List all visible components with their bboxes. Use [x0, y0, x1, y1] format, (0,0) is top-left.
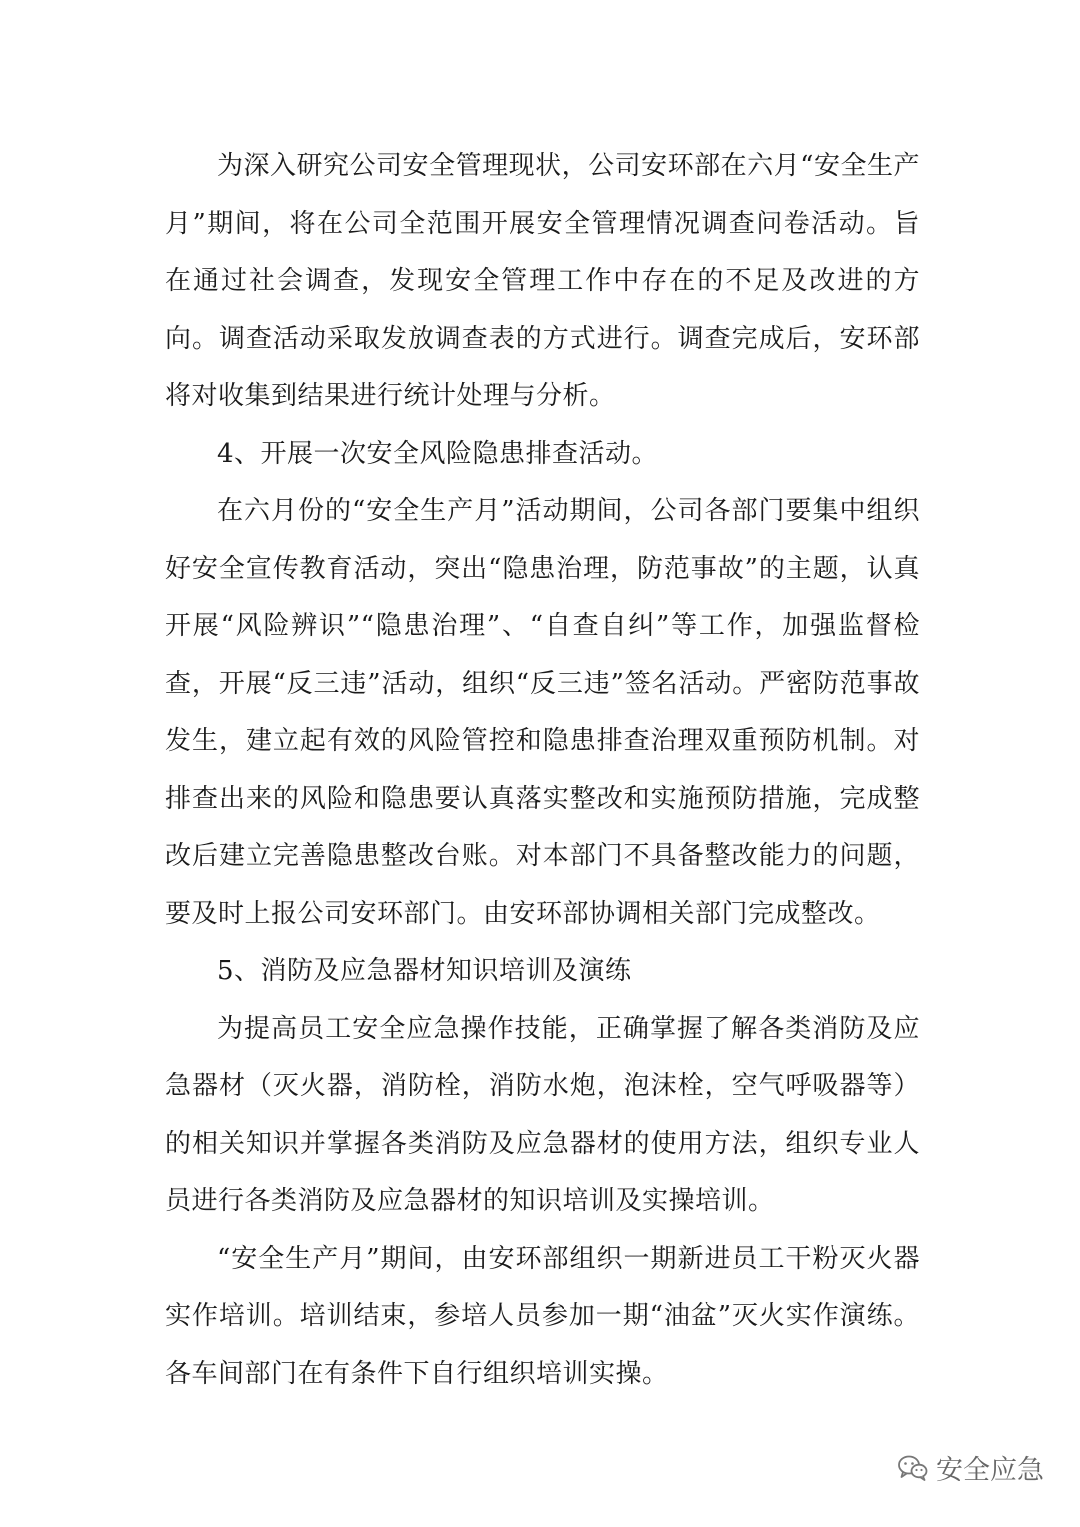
watermark-text: 安全应急 — [936, 1455, 1044, 1486]
paragraph-extinguisher-drill: “安全生产月”期间，由安环部组织一期新进员工干粉灭火器实作培训。培训结束，参培人员参加一期“油盆”灭火实作演练。各车间部门在有条件下自行组织培训实操。 — [165, 1243, 920, 1389]
paragraph-fire-equipment-training: 为提高员工安全应急操作技能，正确掌握了解各类消防及应急器材（灭火器，消防栓，消防水炮，泡沫栓，空气呼吸器等）的相关知识并掌握各类消防及应急器材的使用方法，组织专业人员进行各类消防及应急器材的知识培训及实操培训。 — [165, 1013, 920, 1216]
document-body — [165, 138, 920, 1403]
section-heading-5: 5、消防及应急器材知识培训及演练 — [217, 956, 632, 986]
wechat-icon — [898, 1455, 928, 1481]
paragraph-hazard-inspection: 在六月份的“安全生产月”活动期间，公司各部门要集中组织好安全宣传教育活动，突出“隐患治理，防范事故”的主题，认真开展“风险辨识”“隐患治理”、“自查自纠”等工作，加强监督检查，开展“反三违”活动，组织“反三违”签名活动。严密防范事故发生，建立起有效的风险管控和隐患排查治理双重预防机制。对排查出来的风险和隐患要认真落实整改和实施预防措施，完成整改后建立完善隐患整改台账。对本部门不具备整改能力的问题，要及时上报公司安环部门。由安环部协调相关部门完成整改。 — [165, 496, 920, 929]
paragraph-survey: 为深入研究公司安全管理现状，公司安环部在六月“安全生产月”期间，将在公司全范围开展安全管理情况调查问卷活动。旨在通过社会调查，发现安全管理工作中存在的不足及改进的方向。调查活动采取发放调查表的方式进行。调查完成后，安环部将对收集到结果进行统计处理与分析。 — [165, 151, 920, 411]
section-heading-4: 4、开展一次安全风险隐患排查活动。 — [217, 438, 659, 469]
wechat-watermark — [898, 1448, 1044, 1487]
